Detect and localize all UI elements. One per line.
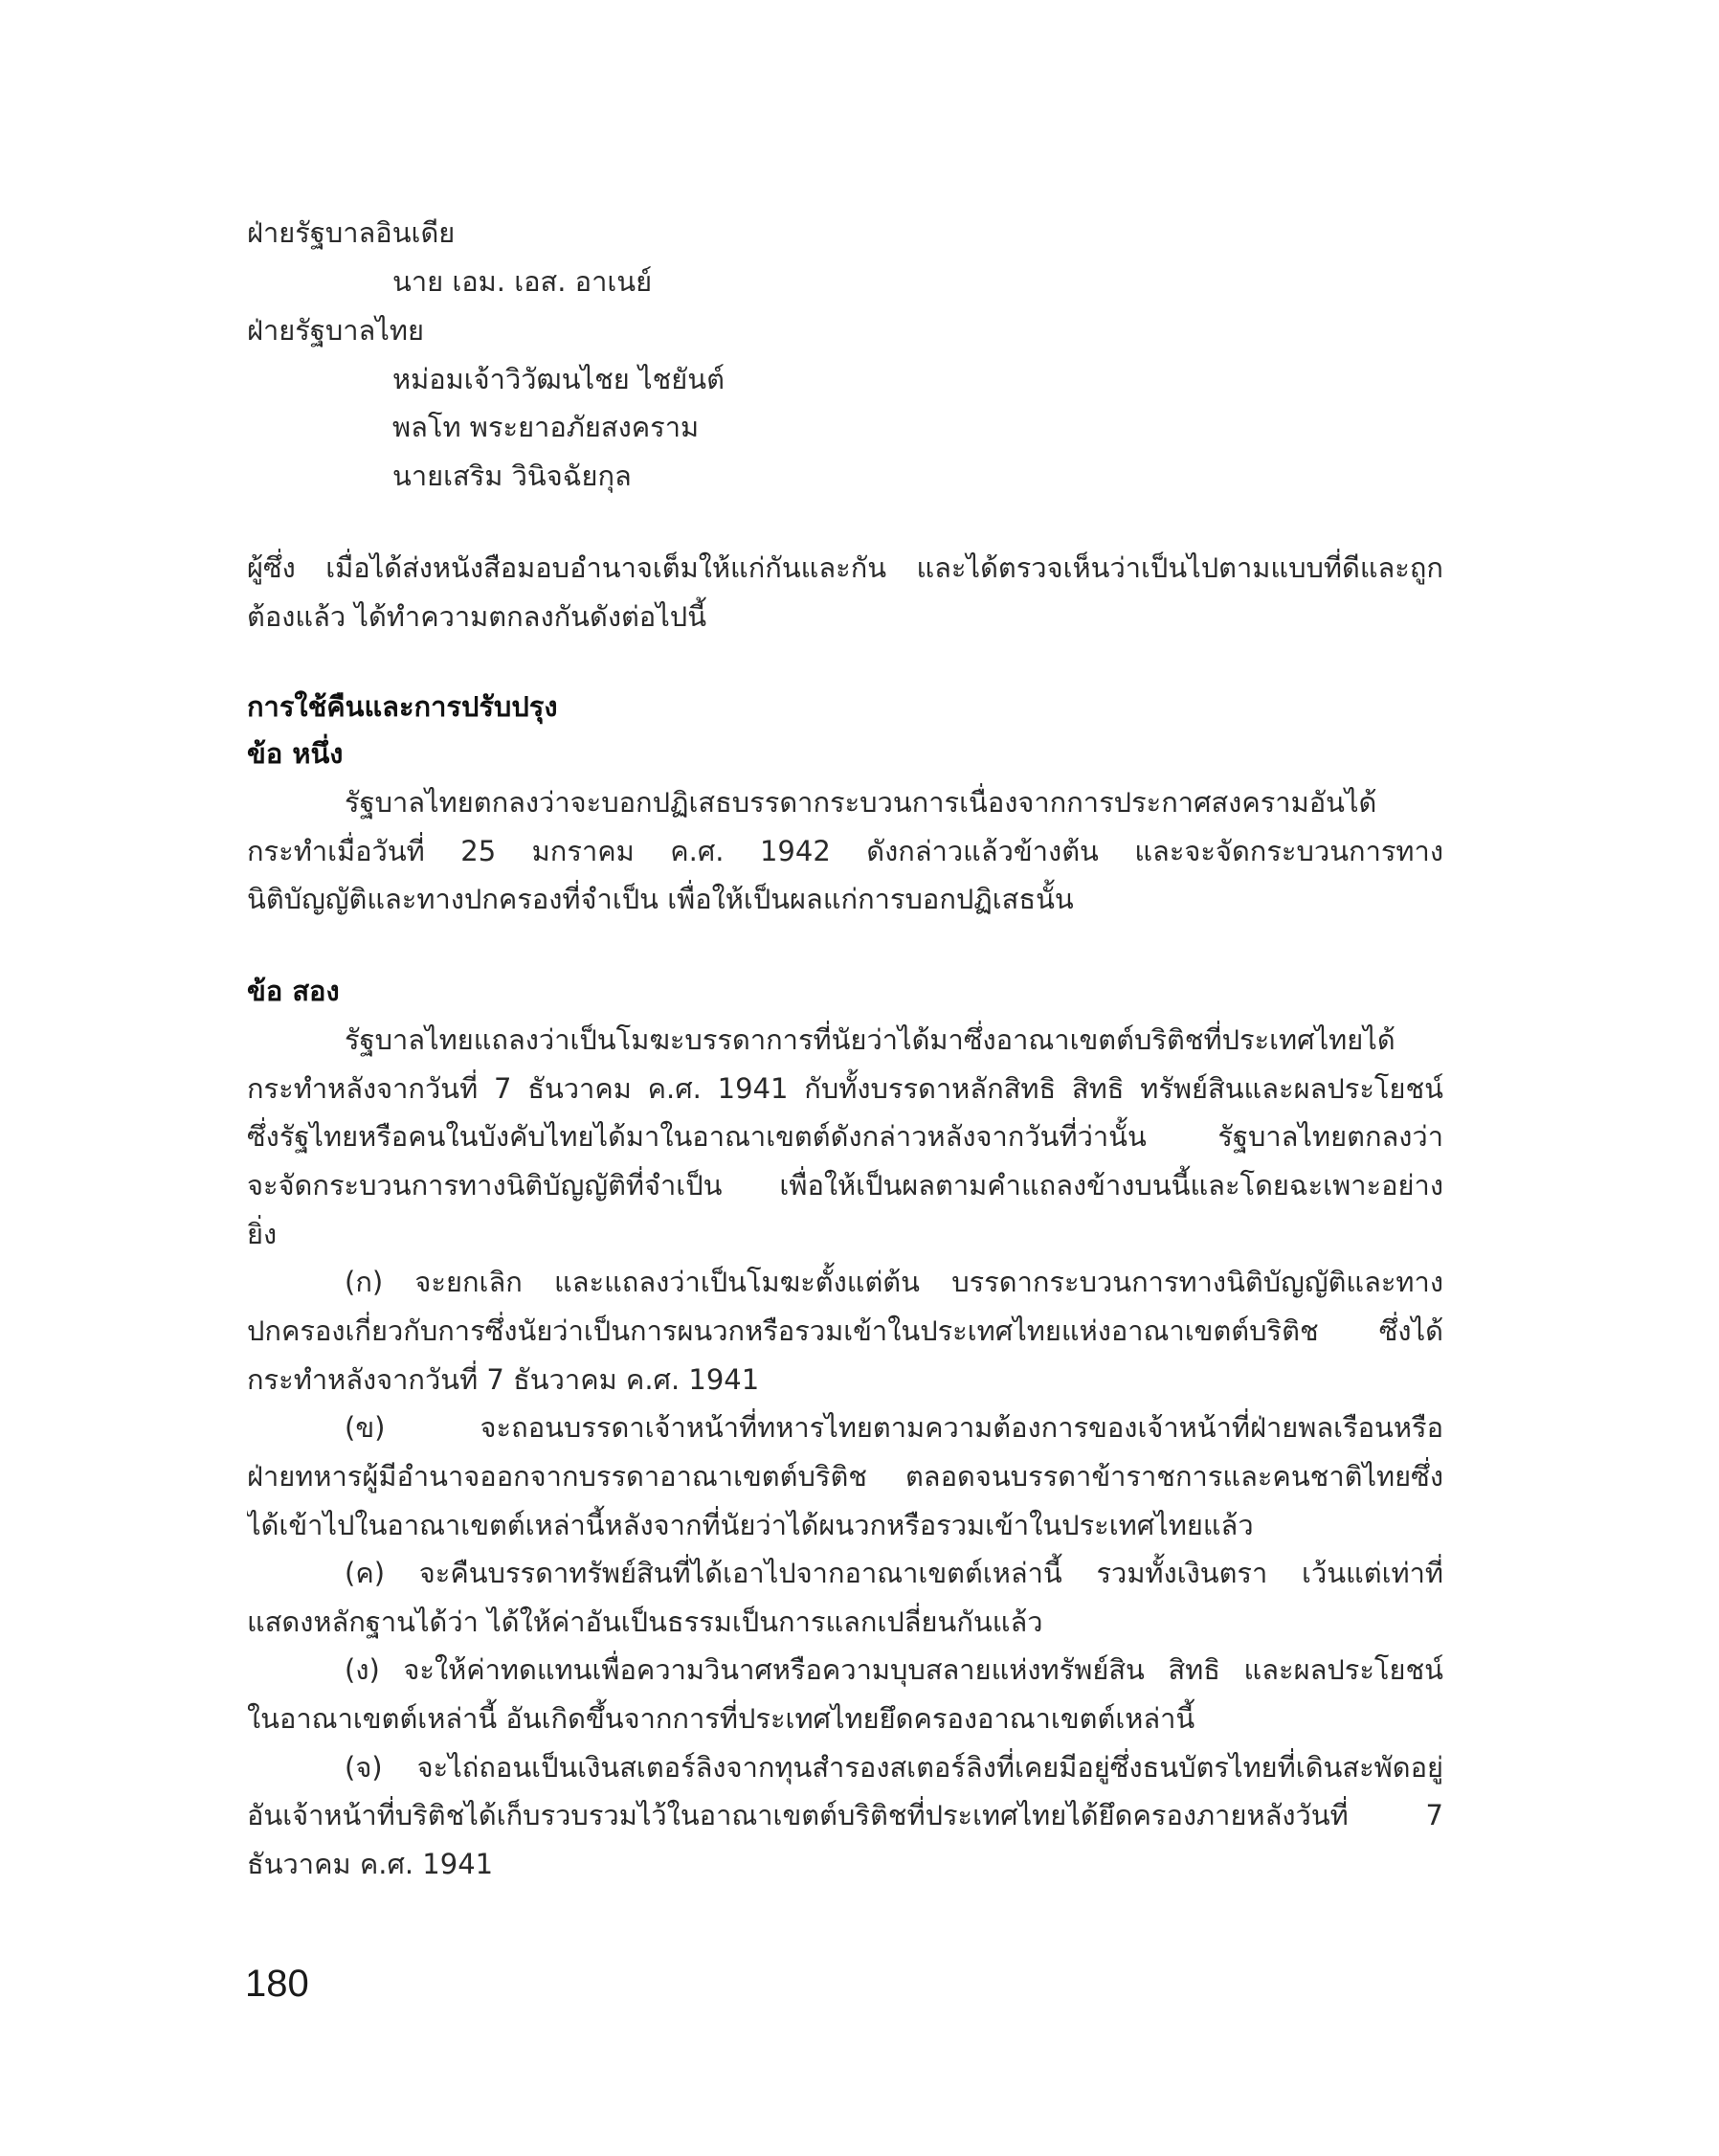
preamble-line: ผู้ซึ่ง เมื่อได้ส่งหนังสือมอบอำนาจเต็มให้แก่กันและกัน และได้ตรวจเห็นว่าเป็นไปตามแบบที่ดีและถูก (247, 551, 1443, 584)
india-signatory-heading: ฝ่ายรัฐบาลอินเดีย (247, 216, 456, 249)
clause-c-line: (ค) จะคืนบรรดาทรัพย์สินที่ได้เอาไปจากอาณาเขตต์เหล่านี้ รวมทั้งเงินตรา เว้นแต่เท่าที่ (345, 1557, 1443, 1589)
article-two-line: กระทำหลังจากวันที่ 7 ธันวาคม ค.ศ. 1941 กับทั้งบรรดาหลักสิทธิ สิทธิ ทรัพย์สินและผลประโยชน์ (247, 1072, 1443, 1105)
preamble-line: ต้องแล้ว ได้ทำความตกลงกันดังต่อไปนี้ (247, 600, 707, 633)
clause-e-line: อันเจ้าหน้าที่บริติชได้เก็บรวบรวมไว้ในอาณาเขตต์บริติชที่ประเทศไทยได้ยึดครองภายหลังวันที่ 7 (247, 1799, 1443, 1831)
article-two-line: จะจัดกระบวนการทางนิติบัญญัติที่จำเป็น เพื่อให้เป็นผลตามคำแถลงข้างบนนี้และโดยฉะเพาะอย่าง (247, 1169, 1443, 1202)
thai-signatory-heading: ฝ่ายรัฐบาลไทย (247, 314, 425, 347)
thai-signatory-name: หม่อมเจ้าวิวัฒนไชย ไชยันต์ (392, 363, 725, 395)
article-two-line: ยิ่ง (247, 1218, 278, 1250)
clause-e-line: (จ) จะไถ่ถอนเป็นเงินสเตอร์ลิงจากทุนสำรองสเตอร์ลิงที่เคยมีอยู่ซึ่งธนบัตรไทยที่เดินสะพัดอยู่ (345, 1751, 1443, 1784)
clause-b-line: ฝ่ายทหารผู้มีอำนาจออกจากบรรดาอาณาเขตต์บริติช ตลอดจนบรรดาข้าราชการและคนชาติไทยซึ่ง (247, 1460, 1443, 1493)
clause-d-line: ในอาณาเขตต์เหล่านี้ อันเกิดขึ้นจากการที่ประเทศไทยยึดครองอาณาเขตต์เหล่านี้ (247, 1702, 1195, 1735)
clause-b-line: (ข) จะถอนบรรดาเจ้าหน้าที่ทหารไทยตามความต้องการของเจ้าหน้าที่ฝ่ายพลเรือนหรือ (345, 1411, 1443, 1444)
clause-c-line: แสดงหลักฐานได้ว่า ได้ให้ค่าอันเป็นธรรมเป็นการแลกเปลี่ยนกันแล้ว (247, 1606, 1043, 1638)
india-signatory-name: นาย เอม. เอส. อาเนย์ (392, 265, 653, 298)
thai-signatory-name: นายเสริม วินิจฉัยกุล (392, 460, 632, 492)
clause-e-line: ธันวาคม ค.ศ. 1941 (247, 1848, 494, 1880)
article-two-line: รัฐบาลไทยแถลงว่าเป็นโมฆะบรรดาการที่นัยว่าได้มาซึ่งอาณาเขตต์บริติชที่ประเทศไทยได้ (345, 1023, 1395, 1056)
section-heading: การใช้คืนและการปรับปรุง (247, 690, 558, 723)
page-number: 180 (245, 1963, 309, 2005)
article-one-line: กระทำเมื่อวันที่ 25 มกราคม ค.ศ. 1942 ดังกล่าวแล้วข้างต้น และจะจัดกระบวนการทาง (247, 835, 1443, 867)
thai-signatory-name: พลโท พระยาอภัยสงคราม (392, 411, 700, 443)
clause-d-line: (ง) จะให้ค่าทดแทนเพื่อความวินาศหรือความบุบสลายแห่งทรัพย์สิน สิทธิ และผลประโยชน์ (345, 1653, 1443, 1686)
article-one-line: นิติบัญญัติและทางปกครองที่จำเป็น เพื่อให้เป็นผลแก่การบอกปฏิเสธนั้น (247, 883, 1074, 915)
article-one-line: รัฐบาลไทยตกลงว่าจะบอกปฏิเสธบรรดากระบวนการเนื่องจากการประกาศสงครามอันได้ (345, 786, 1377, 819)
article-two-line: ซึ่งรัฐไทยหรือคนในบังคับไทยได้มาในอาณาเขตต์ดังกล่าวหลังจากวันที่ว่านั้น รัฐบาลไทยตกลงว่า (247, 1120, 1443, 1153)
clause-a-line: (ก) จะยกเลิก และแถลงว่าเป็นโมฆะตั้งแต่ต้น บรรดากระบวนการทางนิติบัญญัติและทาง (345, 1266, 1443, 1298)
clause-a-line: กระทำหลังจากวันที่ 7 ธันวาคม ค.ศ. 1941 (247, 1363, 760, 1396)
article-two-heading: ข้อ สอง (247, 975, 340, 1007)
article-one-heading: ข้อ หนึ่ง (247, 737, 344, 770)
clause-a-line: ปกครองเกี่ยวกับการซึ่งนัยว่าเป็นการผนวกหรือรวมเข้าในประเทศไทยแห่งอาณาเขตต์บริติช ซึ่งได้ (247, 1314, 1443, 1347)
clause-b-line: ได้เข้าไปในอาณาเขตต์เหล่านี้หลังจากที่นัยว่าได้ผนวกหรือรวมเข้าในประเทศไทยแล้ว (247, 1509, 1254, 1541)
